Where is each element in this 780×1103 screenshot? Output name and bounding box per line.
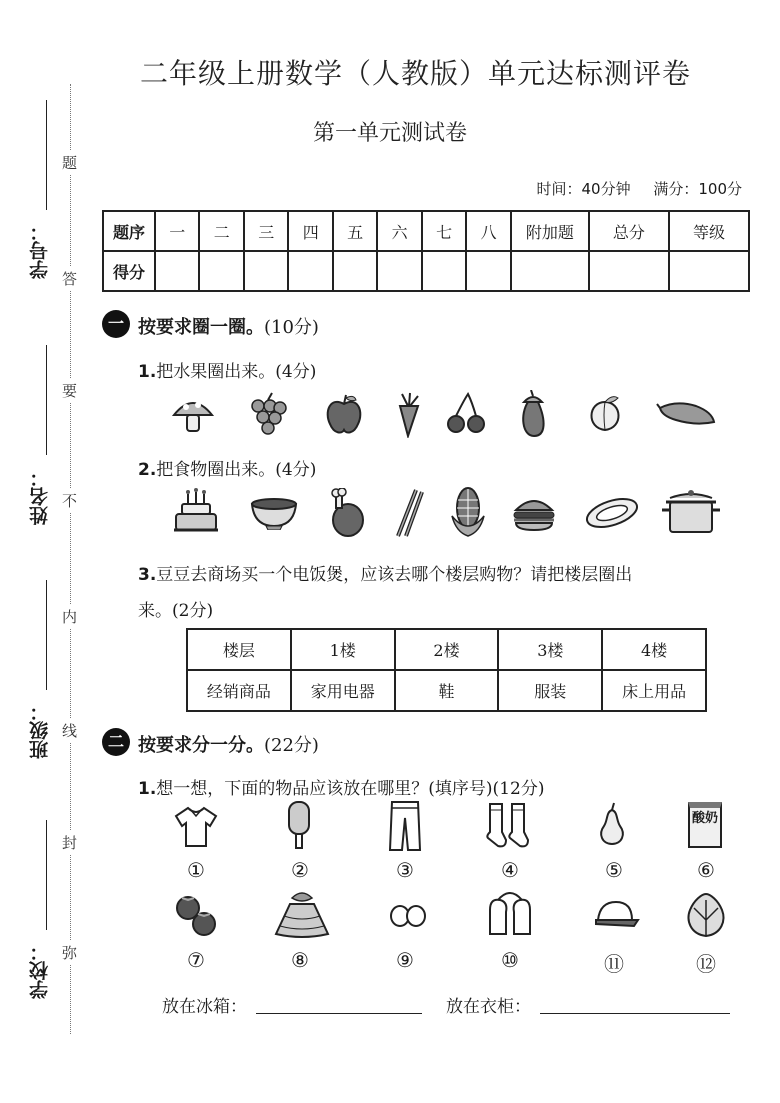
apple-icon[interactable] [322, 392, 366, 438]
question-number: 2. [138, 460, 157, 480]
section-badge: 二 [102, 728, 130, 756]
score-cell: 八 [466, 211, 510, 251]
question-1-3 [138, 560, 632, 585]
closet-answer-blank[interactable] [540, 1012, 730, 1014]
floor-cell[interactable]: 2楼 [395, 629, 499, 670]
score-cell: 五 [333, 211, 377, 251]
chicken-leg-icon[interactable] [326, 488, 366, 538]
fridge-label: 放在冰箱： [162, 997, 247, 1017]
item-number: ⑩ [501, 948, 519, 972]
seal-line [70, 84, 71, 1034]
floor-goods-row [187, 670, 706, 711]
eggplant-icon[interactable] [516, 390, 550, 440]
floor-cell: 经销商品 [187, 670, 291, 711]
question-1-3-cont: 来。(2分) [138, 601, 214, 621]
section-points: (22分) [264, 735, 319, 756]
item-number: ⑨ [396, 948, 414, 972]
score-cell: 二 [199, 211, 243, 251]
section-title-text: 按要求分一分。 [138, 735, 264, 756]
floor-cell: 楼层 [187, 629, 291, 670]
item-number: ⑥ [697, 858, 715, 882]
item-number: ① [187, 858, 205, 882]
score-entry[interactable] [669, 251, 749, 291]
floor-cell: 床上用品 [602, 670, 706, 711]
item-number: ⑤ [605, 858, 623, 882]
peach-icon[interactable] [584, 392, 626, 434]
pot-icon[interactable] [660, 488, 722, 534]
mittens-icon [482, 890, 538, 938]
score-cell: 四 [288, 211, 332, 251]
cake-icon[interactable] [170, 488, 222, 536]
score-entry[interactable] [199, 251, 243, 291]
carrot-icon[interactable] [394, 392, 424, 438]
score-entry[interactable] [244, 251, 288, 291]
popsicle-icon [286, 800, 312, 850]
section-title [138, 731, 319, 757]
pear-icon [598, 802, 626, 846]
floor-header-row [187, 629, 706, 670]
item-number: ⑫ [696, 952, 716, 976]
question-text: 把水果圈出来。(4分) [156, 362, 317, 382]
exam-meta [518, 178, 742, 199]
name-label: 姓名： [29, 468, 51, 525]
item-number: ⑪ [604, 952, 624, 976]
floor-cell[interactable]: 1楼 [291, 629, 395, 670]
score-cell: 七 [422, 211, 466, 251]
section-points: (10分) [264, 317, 319, 338]
seal-char: 题 [62, 150, 77, 175]
floor-cell[interactable]: 4楼 [602, 629, 706, 670]
burger-icon[interactable] [512, 492, 556, 534]
seal-char: 答 [62, 266, 77, 291]
pants-icon [388, 800, 422, 852]
score-entry-row [103, 251, 749, 291]
class-blank[interactable] [46, 580, 47, 690]
section-title-text: 按要求圈一圈。 [138, 317, 264, 338]
question-text: 想一想，下面的物品应该放在哪里？(填序号)(12分) [156, 779, 545, 799]
question-number: 1. [138, 362, 157, 382]
item-number: ④ [501, 858, 519, 882]
floor-cell: 鞋 [395, 670, 499, 711]
score-entry[interactable] [511, 251, 589, 291]
score-header-row [103, 211, 749, 251]
score-cell: 三 [244, 211, 288, 251]
question-text: 把食物圈出来。(4分) [156, 460, 317, 480]
question-1-2 [138, 455, 316, 480]
full-score: 满分：100分 [653, 180, 742, 198]
score-cell: 题序 [103, 211, 155, 251]
item-number: ⑦ [187, 948, 205, 972]
score-entry[interactable] [333, 251, 377, 291]
question-number: 3. [138, 565, 157, 585]
score-table [102, 210, 750, 292]
name-blank[interactable] [46, 345, 47, 455]
sweet-potato-icon[interactable] [656, 398, 716, 428]
score-entry[interactable] [589, 251, 669, 291]
cap-icon [592, 900, 640, 930]
skirt-icon [272, 888, 332, 940]
item-number: ② [291, 858, 309, 882]
score-entry[interactable] [466, 251, 510, 291]
floor-table [186, 628, 707, 712]
shirt-icon [172, 804, 220, 848]
cabbage-icon [684, 890, 728, 938]
section-badge: 一 [102, 310, 130, 338]
closet-label: 放在衣柜： [446, 997, 531, 1017]
eggs-icon [388, 904, 428, 928]
milk-carton-icon: 酸奶 [688, 802, 722, 848]
score-cell: 附加题 [511, 211, 589, 251]
score-entry[interactable] [155, 251, 199, 291]
seal-char: 弥 [62, 940, 77, 965]
mushroom-icon[interactable] [170, 393, 216, 435]
score-entry[interactable] [377, 251, 421, 291]
question-2-1 [138, 774, 544, 799]
seal-char: 封 [62, 830, 77, 855]
seal-char: 线 [62, 718, 77, 743]
question-text: 豆豆去商场买一个电饭煲，应该去哪个楼层购物？请把楼层圈出 [156, 565, 633, 585]
section-title [138, 313, 319, 339]
floor-cell: 家用电器 [291, 670, 395, 711]
page-title: 二年级上册数学（人教版）单元达标测评卷 [140, 57, 692, 90]
item-number: ⑧ [291, 948, 309, 972]
tomatoes-icon [172, 892, 220, 938]
floor-cell[interactable]: 3楼 [498, 629, 602, 670]
question-1-1 [138, 357, 316, 382]
seal-char: 内 [62, 604, 77, 629]
question-number: 1. [138, 779, 157, 799]
seal-char: 要 [62, 378, 77, 403]
socks-icon [484, 802, 534, 850]
school-blank[interactable] [46, 820, 47, 930]
time-limit: 时间：40分钟 [536, 180, 631, 198]
seal-char: 不 [62, 488, 77, 513]
plate-icon[interactable] [584, 496, 640, 530]
score-cell: 总分 [589, 211, 669, 251]
fridge-answer-blank[interactable] [256, 1012, 422, 1014]
grapes-icon[interactable] [248, 392, 288, 438]
unit-subtitle: 第一单元测试卷 [312, 121, 467, 146]
score-cell: 六 [377, 211, 421, 251]
bowl-icon[interactable] [250, 496, 298, 530]
class-label: 班级： [29, 702, 51, 759]
score-cell: 等级 [669, 211, 749, 251]
student-id-label: 学号： [29, 222, 51, 279]
chopsticks-icon[interactable] [394, 488, 424, 538]
score-entry[interactable] [288, 251, 332, 291]
cherry-icon[interactable] [446, 392, 486, 436]
corn-icon[interactable] [450, 486, 486, 538]
score-entry[interactable] [422, 251, 466, 291]
score-cell: 一 [155, 211, 199, 251]
school-label: 学校： [29, 942, 51, 999]
floor-cell: 服装 [498, 670, 602, 711]
score-row-label: 得分 [103, 251, 155, 291]
item-number: ③ [396, 858, 414, 882]
